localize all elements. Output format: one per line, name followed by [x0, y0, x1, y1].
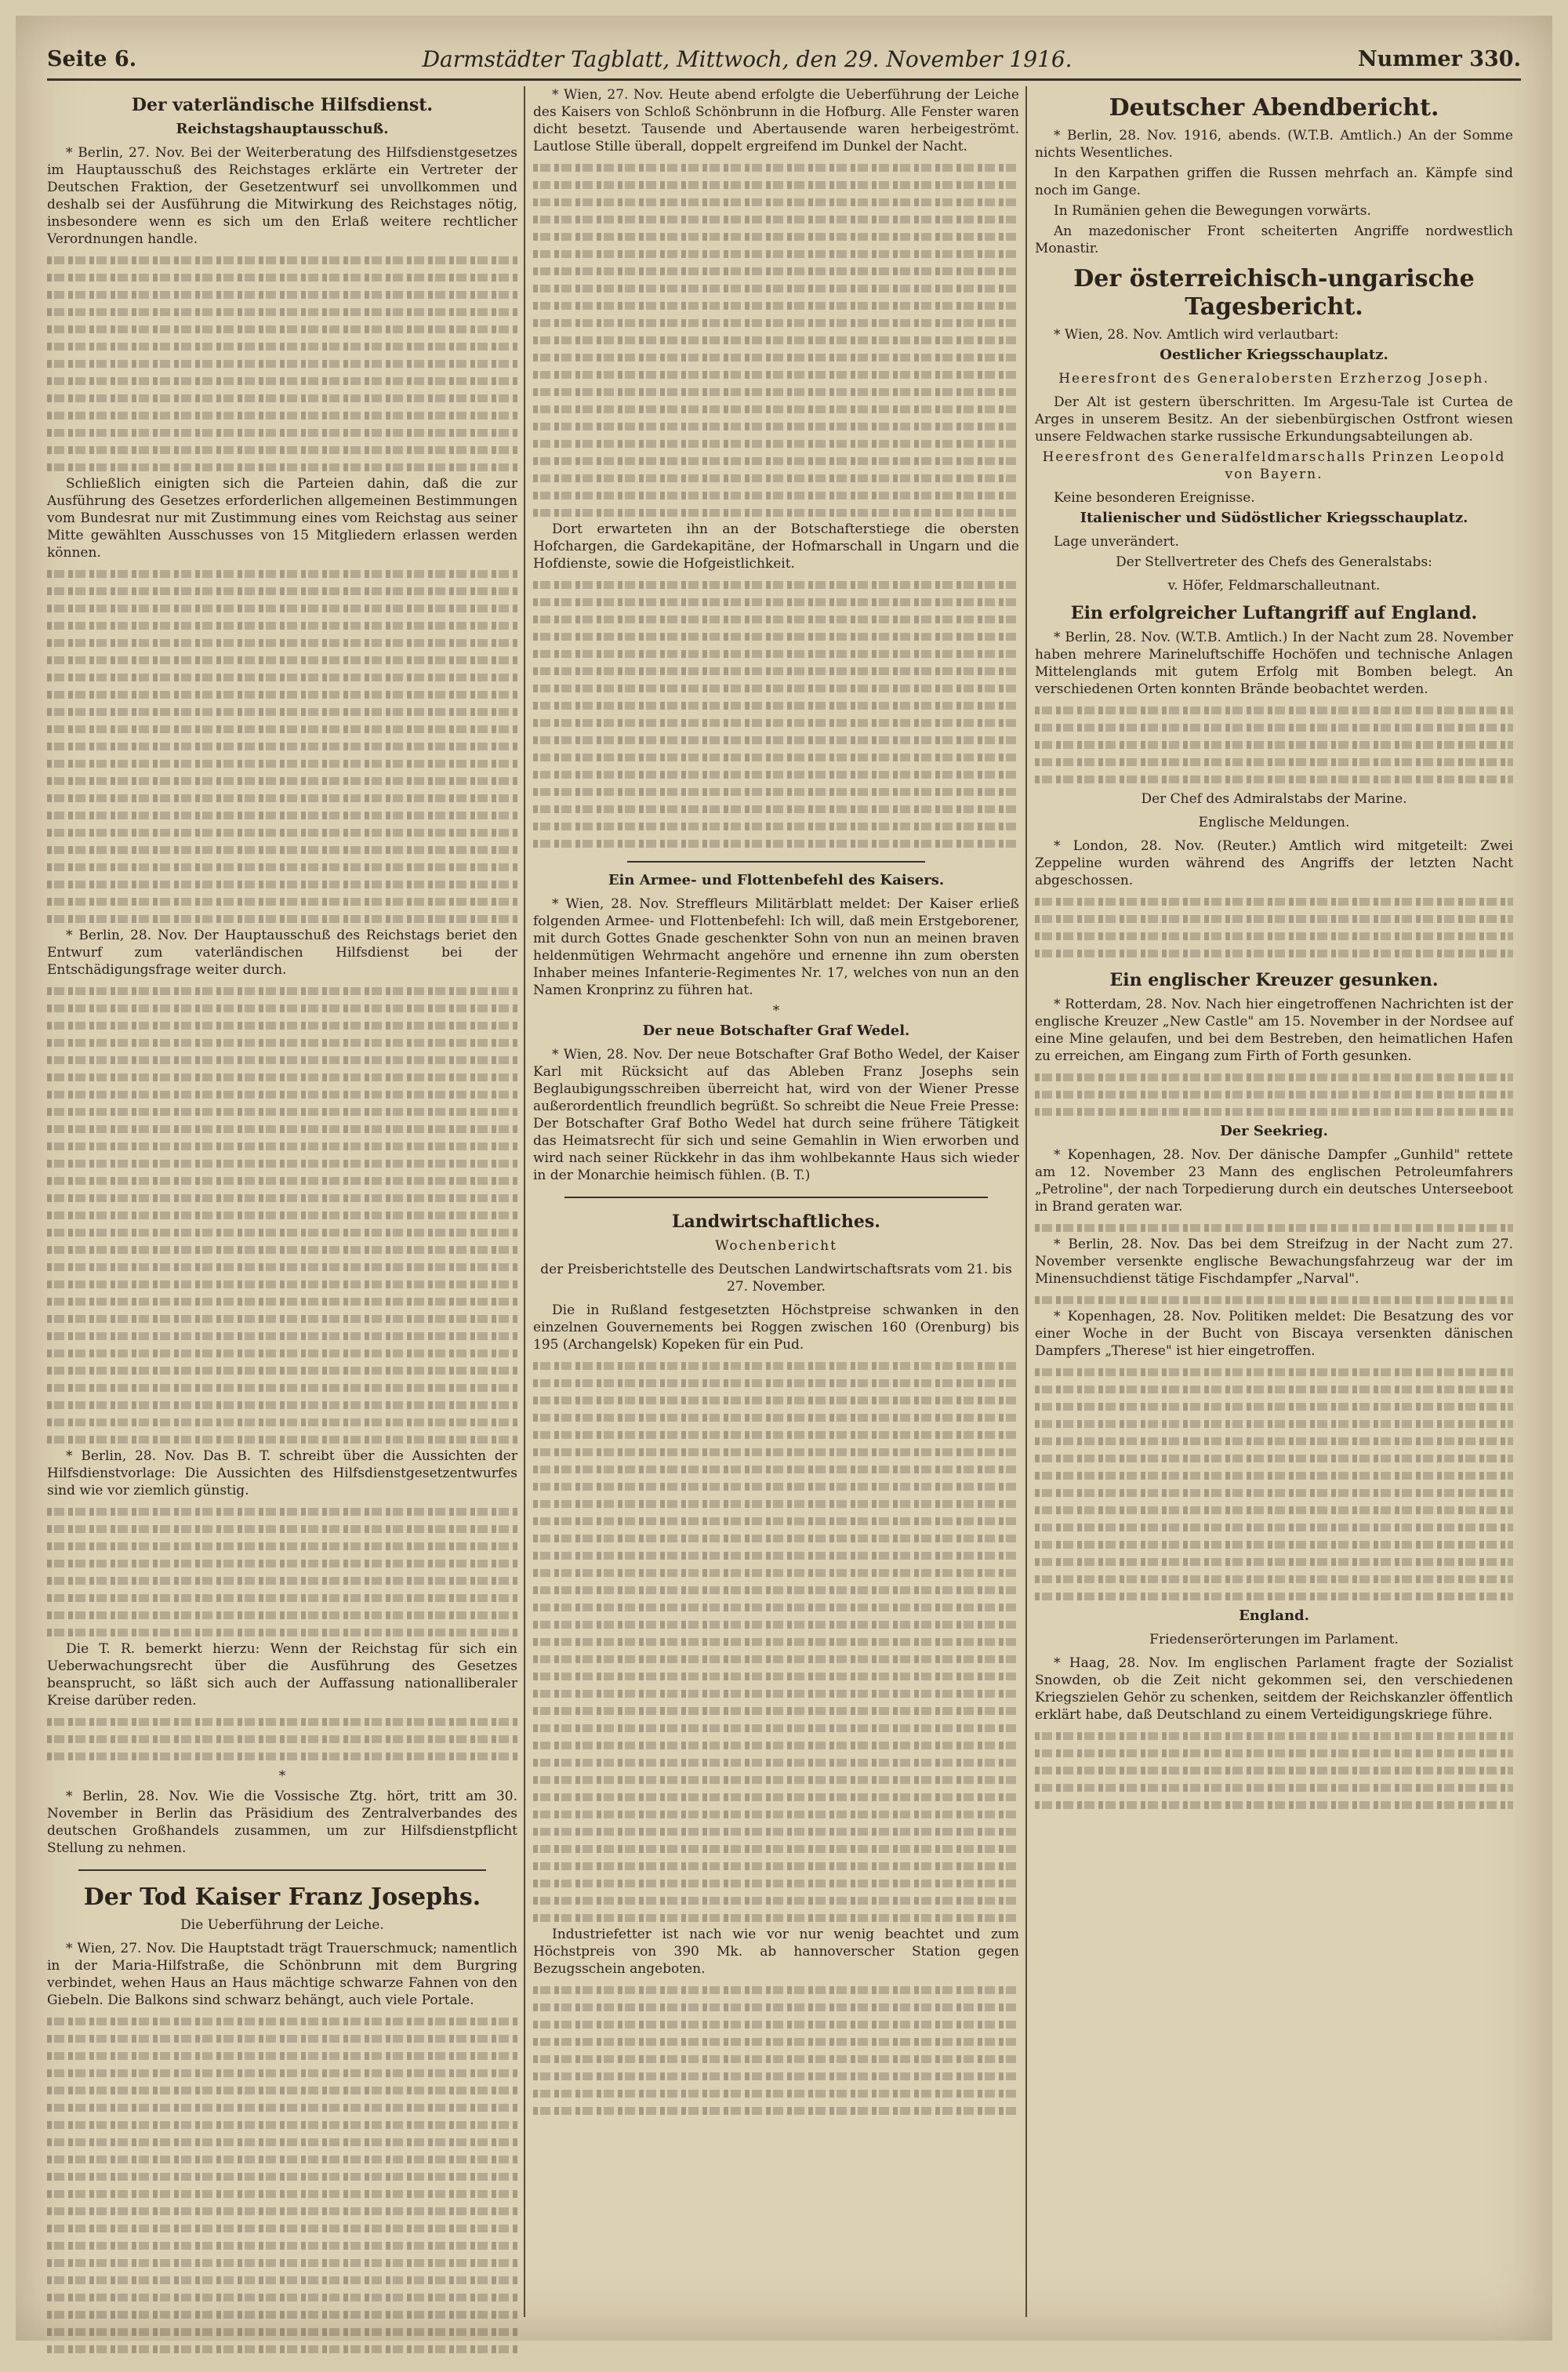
paragraph: * Wien, 28. Nov. Der neue Botschafter Graf Botho Wedel, der Kaiser Karl mit Rücksicht auf das Ableben Franz Josephs sein Beglaubigungsschreiben überreicht hat, wird von der Wiener Presse außerordentlich freundlich begrüßt. So schreibt die Neue Freie Presse: Der Botschafter Graf Botho Wedel hat durch seine frühere Tätigkeit das Heimatsrecht für sich und seine Gemahlin in Wien erworben und wird nach seiner Rückkehr in das ihm wohlbekannte Haus sich wieder in der Monarchie heimisch fühlen. (B. T.): [533, 1047, 1019, 1183]
paragraph: * Berlin, 28. Nov. Wie die Vossische Ztg. hört, tritt am 30. November in Berlin das Präsidium des Zentralverbandes des deutschen Großhandels zusammen, um zur Hilfsdienstpflicht Stellung zu nehmen.: [47, 1789, 517, 1856]
article-subheading: der Preisberichtstelle des Deutschen Landwirtschaftsrats vom 21. bis 27. November.: [540, 1262, 1012, 1295]
signature: v. Höfer, Feldmarschalleutnant.: [1167, 578, 1381, 594]
article-heading: Der vaterländische Hilfsdienst.: [131, 95, 434, 115]
article-subheading: Die Ueberführung der Leiche.: [180, 1917, 384, 1933]
paragraph: In Rumänien gehen die Bewegungen vorwärts.: [1054, 203, 1371, 219]
divider: [78, 1869, 486, 1871]
paragraph: * Berlin, 28. Nov. Das B. T. schreibt über die Aussichten der Hilfsdienstvorlage: Die Aussichten des Hilfsdienstgesetzentwurfes sind wie vor ziemlich günstig.: [47, 1448, 517, 1498]
paragraph: In den Karpathen griffen die Russen mehrfach an. Kämpfe sind noch im Gange.: [1035, 165, 1513, 198]
paragraph: * Rotterdam, 28. Nov. Nach hier eingetroffenen Nachrichten ist der englische Kreuzer „New Castle" am 15. November in der Nordsee auf eine Mine gelaufen, und bei dem Bestreben, den heimatlichen Hafen zu erreichen, am Eingang zum Firth of Forth gesunken.: [1035, 997, 1513, 1064]
column-rule: [1025, 86, 1027, 2317]
column-rule: [524, 86, 525, 2317]
paragraph: Schließlich einigten sich die Parteien dahin, daß die zur Ausführung des Gesetzes erforderlichen allgemeinen Bestimmungen vom Bundesrat nur mit Zustimmung eines vom Reichstag aus seiner Mitte gewählten Ausschusses von 15 Mitgliedern erlassen werden können.: [47, 476, 517, 561]
paragraph: An mazedonischer Front scheiterten Angriffe nordwestlich Monastir.: [1035, 223, 1513, 256]
article-subheading: Friedenserörterungen im Parlament.: [1149, 1632, 1399, 1647]
article-subheading: Reichstagshauptausschuß.: [176, 121, 389, 137]
paragraph: * Berlin, 28. Nov. (W.T.B. Amtlich.) In der Nacht zum 28. November haben mehrere Marineluftschiffe Hochöfen und technische Anlagen Mittelenglands mit gutem Erfolg mit Bomben belegt. An verschiedenen Orten konnten Brände beobachtet werden.: [1035, 630, 1513, 697]
paragraph: * Wien, 27. Nov. Heute abend erfolgte die Ueberführung der Leiche des Kaisers von Schloß Schönbrunn in die Hofburg. Alle Fenster waren dicht besetzt. Tausende und Abertausende waren herbeigeströmt. Lautlose Stille überall, doppelt ergreifend im Dunkel der Nacht.: [533, 87, 1019, 154]
section-heading: Oestlicher Kriegsschauplatz.: [1160, 347, 1388, 363]
newspaper-page: [16, 16, 1552, 2341]
article-heading: Der österreichisch-ungarische Tagesbericht.: [1073, 265, 1475, 321]
section-heading: Italienischer und Südöstlicher Kriegsschauplatz.: [1080, 510, 1468, 526]
paragraph: * Berlin, 28. Nov. Das bei dem Streifzug in der Nacht zum 27. November versenkte englische Bewachungsfahrzeug war der im Minensuchdienst tätige Fischdampfer „Narval".: [1035, 1237, 1513, 1287]
paragraph: * Berlin, 27. Nov. Bei der Weiterberatung des Hilfsdienstgesetzes im Hauptausschuß des Reichstages erklärte ein Vertreter der Deutschen Fraktion, der Gesetzentwurf sei unvollkommen und deshalb sei der Ausführung die Mitwirkung des Reichstages nötig, insbesondere wenn es sich um den Erlaß weitere rechtlicher Verordnungen handle.: [47, 145, 517, 247]
paragraph: * Wien, 28. Nov. Amtlich wird verlautbart:: [1054, 327, 1339, 343]
paragraph: Der Alt ist gestern überschritten. Im Argesu-Tale ist Curtea de Arges in unserem Besitz. An der siebenbürgischen Ostfront wiesen unsere Feldwachen starke russische Erkundungsabteilungen ab.: [1035, 394, 1513, 445]
divider: [627, 861, 925, 863]
section-heading: Englische Meldungen.: [1198, 815, 1350, 830]
article-heading: Der Tod Kaiser Franz Josephs.: [83, 1883, 481, 1911]
paragraph: * Berlin, 28. Nov. 1916, abends. (W.T.B. Amtlich.) An der Somme nichts Wesentliches.: [1035, 128, 1513, 161]
article-heading: Ein erfolgreicher Luftangriff auf England.: [1070, 603, 1478, 623]
paragraph: Industriefetter ist nach wie vor nur wenig beachtet und zum Höchstpreis von 390 Mk. ab hannoverscher Station gegen Bezugsschein angeboten.: [533, 1927, 1019, 1977]
article-subheading: Wochenbericht: [715, 1238, 837, 1254]
article-heading: Landwirtschaftliches.: [672, 1211, 880, 1232]
paragraph: * Wien, 28. Nov. Streffleurs Militärblatt meldet: Der Kaiser erließ folgenden Armee- und Flottenbefehl: Ich will, daß mein Erstgeborener, mit durch Gottes Gnade geschenkter Sohn von nun an meinen braven heldenmütigen Wehrmacht angehöre und ernenne ihn zum obersten Inhaber meines Infanterie-Regimentes Nr. 17, welches von nun an den Namen Kronprinz zu führen hat.: [533, 896, 1019, 998]
page-number: Seite 6.: [47, 46, 137, 71]
separator-star: *: [278, 1768, 286, 1784]
signature: Der Stellvertreter des Chefs des Generalstabs:: [1116, 554, 1432, 570]
issue-number: Nummer 330.: [1357, 46, 1521, 71]
newspaper-title-date: Darmstädter Tagblatt, Mittwoch, den 29. November 1916.: [422, 45, 1073, 72]
section-heading: Heeresfront des Generalobersten Erzherzog Joseph.: [1058, 371, 1490, 387]
paragraph: Die T. R. bemerkt hierzu: Wenn der Reichstag für sich ein Ueberwachungsrecht über die Ausführung des Gesetzes beansprucht, so läßt sich auch der Auffassung nationalliberaler Kreise darüber reden.: [47, 1641, 517, 1709]
paragraph: Lage unverändert.: [1054, 534, 1179, 550]
article-heading: Ein Armee- und Flottenbefehl des Kaisers.: [608, 872, 945, 888]
article-heading: Deutscher Abendbericht.: [1109, 94, 1439, 122]
paragraph: * Kopenhagen, 28. Nov. Der dänische Dampfer „Gunhild" rettete am 12. November 23 Mann des englischen Petroleumfahrers „Petroline", der nach Torpedierung durch ein deutsches Unterseeboot in Brand geraten war.: [1035, 1147, 1513, 1215]
masthead: [47, 39, 1521, 81]
divider: [564, 1197, 988, 1198]
paragraph: * Kopenhagen, 28. Nov. Politiken meldet: Die Besatzung des vor einer Woche in der Bucht von Biscaya versenkten dänischen Dampfers „Therese" ist hier eingetroffen.: [1035, 1309, 1513, 1359]
column-3: [1035, 86, 1513, 2317]
paragraph: Dort erwarteten ihn an der Botschafterstiege die obersten Hofchargen, die Gardekapitäne, der Hofmarschall in Ungarn und die Hofdienste, sowie die Hofgeistlichkeit.: [533, 521, 1019, 572]
article-heading: Der neue Botschafter Graf Wedel.: [642, 1023, 910, 1039]
separator-star: *: [772, 1003, 780, 1019]
article-heading: Der Seekrieg.: [1220, 1123, 1328, 1139]
signature: Der Chef des Admiralstabs der Marine.: [1141, 791, 1407, 807]
article-heading: Ein englischer Kreuzer gesunken.: [1109, 970, 1439, 990]
column-2: [533, 86, 1019, 2317]
paragraph: * Haag, 28. Nov. Im englischen Parlament fragte der Sozialist Snowden, ob die Zeit nicht gekommen sei, den verschiedenen Kriegszielen Gehör zu schenken, seitdem der Reichskanzler öffentlich erklärt habe, daß Deutschland zu einem Verteidigungskriege führe.: [1035, 1655, 1513, 1723]
section-heading: Heeresfront des Generalfeldmarschalls Prinzen Leopold von Bayern.: [1042, 449, 1506, 482]
column-1: [47, 86, 517, 2317]
paragraph: Keine besonderen Ereignisse.: [1054, 490, 1255, 506]
article-heading: England.: [1239, 1607, 1309, 1624]
paragraph: * London, 28. Nov. (Reuter.) Amtlich wird mitgeteilt: Zwei Zeppeline wurden während des Angriffs der letzten Nacht abgeschossen.: [1035, 838, 1513, 888]
paragraph: * Wien, 27. Nov. Die Hauptstadt trägt Trauerschmuck; namentlich in der Maria-Hilfstraße, die Schönbrunn mit dem Burgring verbindet, wehen Haus an Haus mächtige schwarze Fahnen von den Giebeln. Die Balkons sind schwarz behängt, auch viele Portale.: [47, 1941, 517, 2008]
paragraph: * Berlin, 28. Nov. Der Hauptausschuß des Reichstags beriet den Entwurf zum vaterländischen Hilfsdienst bei der Entschädigungsfrage weiter durch.: [47, 928, 517, 978]
paragraph: Die in Rußland festgesetzten Höchstpreise schwanken in den einzelnen Gouvernements bei Roggen zwischen 160 (Orenburg) bis 195 (Archangelsk) Kopeken für ein Pud.: [533, 1302, 1019, 1353]
